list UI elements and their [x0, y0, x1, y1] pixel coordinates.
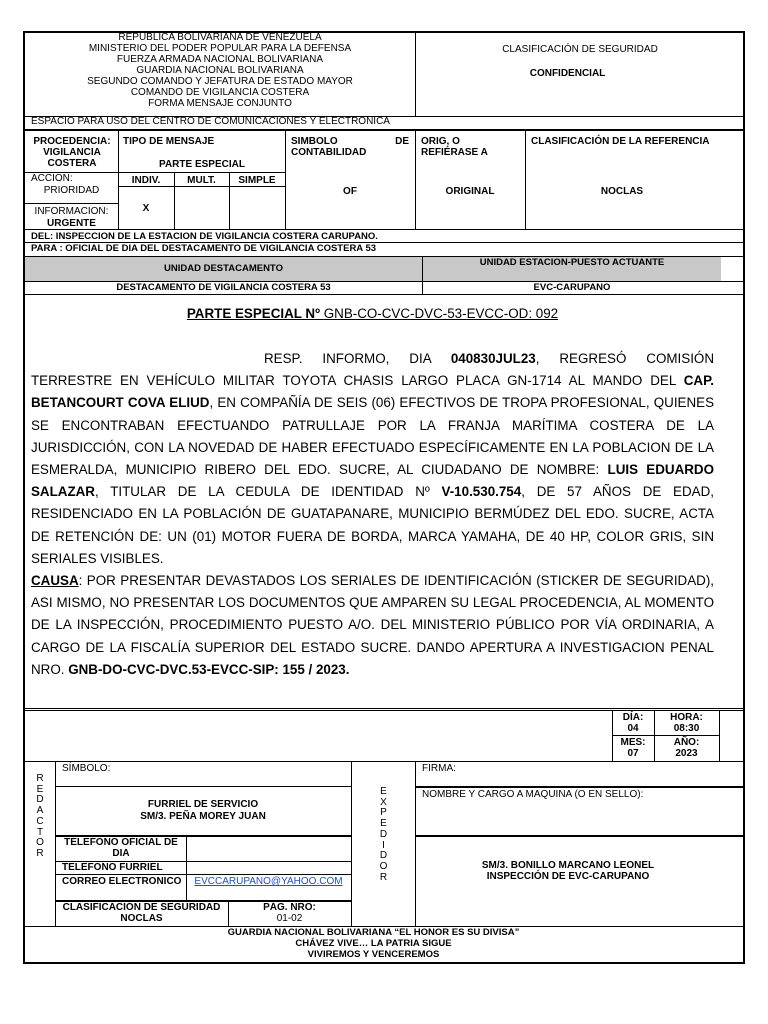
correo-label — [62, 876, 184, 887]
side-letter: R — [36, 773, 44, 784]
side-letter: T — [36, 826, 44, 838]
side-letter: A — [36, 805, 44, 817]
clasif-ref-label: CLASIFICACIÓN DE LA REFERENCIA — [531, 136, 710, 147]
side-letter: D — [379, 828, 388, 840]
header-line: FUERZA ARMADA NACIONAL BOLIVARIANA — [116, 54, 324, 65]
correo-link[interactable] — [187, 876, 350, 887]
tel-oficial-label: TELEFONO OFICIAL DE DIA — [64, 837, 178, 859]
para-line: PARA : OFICIAL DE DIA DEL DESTACAMENTO DE VIGILANCIA COSTERA 53 — [31, 243, 377, 254]
message-title-prefix: PARTE ESPECIAL Nº — [186, 306, 320, 321]
indiv-label: INDIV. — [131, 175, 161, 186]
bold-segment: CAP. BETANCOURT COVA ELIUD — [31, 373, 714, 411]
message-title — [25, 305, 720, 322]
firma-label: FIRMA: — [422, 763, 456, 774]
expedidor-side-label — [352, 787, 415, 883]
mes-label: MES: — [620, 737, 646, 748]
orig-label: ORIG, O REFIÉRASE A — [421, 136, 488, 158]
side-letter: R — [379, 871, 388, 883]
unidad-destacamento-label: UNIDAD DESTACAMENTO — [25, 257, 422, 281]
side-letter: C — [36, 815, 44, 827]
causa-label: CAUSA — [31, 573, 79, 588]
text-segment: : POR PRESENTAR DEVASTADOS LOS SERIALES DE IDENTIFICACIÓN (STICKER DE SEGURIDAD), ASI MISMO, NO PRESENTAR LOS DOCUMENTOS QUE AMPAREN SU LEGAL PROCEDENCIA, AL MOMENTO DE LA INSPECCIÓN, PROCEDIMIENTO PUESTO A/O. DEL MINISTERIO PÚBLICO POR VÍA ORDINARIA, A CARGO DE LA FISCALÍA SUPERIOR DEL ESTADO SUCRE. DANDO APERTURA A INVESTIGACION PENAL NRO. — [31, 573, 714, 677]
hora-label: HORA: — [670, 712, 703, 723]
simple-label: SIMPLE — [238, 175, 276, 186]
dia-value: 04 — [627, 723, 639, 734]
accion-label: ACCION: — [31, 173, 73, 184]
clasif-ref-value: NOCLAS — [600, 186, 644, 197]
header-line: GUARDIA NACIONAL BOLIVARIANA — [136, 65, 304, 76]
comm-space-label: ESPACIO PARA USO DEL CENTRO DE COMUNICACIONES Y ELECTRONICA — [31, 116, 390, 127]
header-line: REPÚBLICA BOLIVARIANA DE VENEZUELA — [118, 32, 322, 43]
del-line: DEL: INSPECCION DE LA ESTACION DE VIGILANCIA COSTERA CARUPANO. — [31, 231, 378, 242]
informacion-label: INFORMACION: — [34, 206, 109, 217]
text-segment: , REGRESÓ COMISIÓN TERRESTRE EN VEHÍCULO MILITAR TOYOTA CHASIS LARGO PLACA GN-1714 AL MANDO DEL — [31, 351, 715, 389]
indiv-mark[interactable]: X — [142, 203, 150, 214]
hora-value: 08:30 — [673, 723, 700, 734]
expedidor-name-line1: SM/3. BONILLO MARCANO LEONEL — [481, 860, 655, 871]
simbolo-contabilidad-value: OF — [343, 186, 357, 197]
tel-furriel-field[interactable] — [187, 862, 350, 874]
text-segment: , TITULAR DE LA CEDULA DE IDENTIDAD Nº — [94, 484, 442, 500]
text-segment: , DE 57 AÑOS DE EDAD, RESIDENCIADO EN LA POBLACIÓN DE GUATAPANARE, MUNICIPIO BERMÚDEZ DEL EDO. SUCRE, ACTA DE RETENCIÓN DE: UN (01) MOTOR FUERA DE BORDA, MARCA YAMAHA, DE 40 HP, COLOR GRIS, SIN SERIALES VISIBLES. — [31, 484, 714, 566]
side-letter: D — [379, 850, 388, 862]
text-segment: , EN COMPAÑÍA DE SEIS (06) EFECTIVOS DE TROPA PROFESIONAL, QUIENES SE ENCONTRABAN EFECTUANDO PATRULLAJE POR LA FRANJA MARÍTIMA COSTERA DE LA JURISDICCIÓN, CON LA NOVEDAD DE HABER EFECTUADO ESPECÍFICAMENTE EN LA POBLACION DE LA ESMERALDA, MUNICIPIO RIBERO DEL EDO. SUCRE, AL CIUDADANO DE NOMBRE: — [31, 395, 714, 478]
pag-value: 01-02 — [276, 913, 303, 924]
header-line: MINISTERIO DEL PODER POPULAR PARA LA DEFENSA — [88, 43, 352, 54]
unidad-estacion-text: UNIDAD ESTACION-PUESTO ACTUANTE — [479, 257, 665, 268]
redactor-name-line2: SM/3. PEÑA MOREY JUAN — [140, 811, 266, 822]
bold-segment: GNB-DO-CVC-DVC.53-EVCC-SIP: 155 / 2023. — [68, 661, 350, 677]
nombre-cargo-label: NOMBRE Y CARGO A MAQUINA (O EN SELLO): — [422, 789, 644, 800]
side-letter: R — [36, 847, 44, 859]
footer-line2: CHÁVEZ VIVE… LA PATRIA SIGUE — [295, 938, 452, 949]
security-classification-value: CONFIDENCIAL — [529, 68, 606, 79]
simbolo-label: SÍMBOLO: — [62, 763, 111, 774]
side-letter: X — [380, 796, 387, 808]
side-letter: P — [380, 807, 387, 819]
bold-segment: LUIS EDUARDO SALAZAR — [31, 462, 715, 500]
mes-value: 07 — [627, 748, 639, 759]
header-line: COMANDO DE VIGILANCIA COSTERA — [130, 87, 310, 98]
side-letter: O — [36, 837, 44, 849]
side-letter: O — [379, 860, 388, 872]
simbolo-contabilidad-label: SIMBOLO DE CONTABILIDAD — [291, 136, 409, 158]
footer-line1: GUARDIA NACIONAL BOLIVARIANA “EL HONOR ES SU DIVISA” — [227, 927, 520, 938]
text-segment: RESP. INFORMO, DIA — [264, 351, 451, 366]
message-paragraph — [31, 348, 714, 570]
message-title-code: GNB-CO-CVC-DVC-53-EVCC-OD: 092 — [323, 306, 559, 321]
tel-furriel-label: TELEFONO FURRIEL — [62, 862, 163, 873]
mult-label: MULT. — [187, 175, 216, 186]
ano-value: 2023 — [675, 748, 698, 759]
causa-text — [31, 573, 714, 677]
unidad-estacion-label — [423, 257, 721, 281]
expedidor-name-line2: INSPECCIÓN DE EVC-CARUPANO — [486, 871, 650, 882]
tel-oficial-field[interactable] — [187, 837, 350, 859]
side-letter: D — [36, 794, 44, 806]
ano-label: AÑO: — [673, 737, 700, 748]
procedencia-field: PROCEDENCIA: VIGILANCIA COSTERA — [33, 136, 111, 169]
redactor-name-line1: FURRIEL DE SERVICIO — [147, 799, 259, 810]
bold-segment: 040830JUL23 — [450, 351, 536, 366]
redactor-side-label — [27, 774, 53, 860]
side-letter: E — [380, 786, 387, 797]
header-line: SEGUNDO COMANDO Y JEFATURA DE ESTADO MAYOR — [87, 76, 353, 87]
institution-header — [25, 32, 415, 116]
pag-label: PÁG. NRO: — [263, 902, 316, 913]
security-classification-label: CLASIFICACIÓN DE SEGURIDAD — [502, 44, 658, 55]
clasif-seguridad-label: CLASIFICACIÓN DE SEGURIDAD — [62, 902, 221, 913]
tipo-mensaje-value: PARTE ESPECIAL — [159, 159, 245, 170]
unidad-destacamento-value: DESTACAMENTO DE VIGILANCIA COSTERA 53 — [116, 282, 331, 293]
bold-segment: V-10.530.754 — [441, 484, 522, 500]
side-letter: E — [380, 818, 387, 830]
accion-value: PRIORIDAD — [43, 185, 100, 196]
message-paragraph-causa — [31, 570, 714, 681]
orig-value: ORIGINAL — [445, 186, 495, 197]
side-letter: E — [36, 783, 44, 795]
tipo-mensaje-label: TIPO DE MENSAJE — [123, 136, 215, 147]
informacion-value: URGENTE — [47, 218, 96, 229]
header-line: FORMA MENSAJE CONJUNTO — [148, 98, 292, 109]
footer-line3: VIVIREMOS Y VENCEREMOS — [307, 949, 440, 960]
clasif-seguridad-value: NOCLAS — [120, 913, 163, 924]
dia-label: DÍA: — [622, 712, 644, 723]
correo-link-text[interactable]: EVCCARUPANO@YAHOO.COM — [194, 876, 343, 887]
unidad-estacion-value: EVC-CARUPANO — [533, 282, 611, 293]
correo-label-text: CORREO ELECTRONICO — [62, 876, 182, 887]
side-letter: I — [382, 839, 385, 851]
